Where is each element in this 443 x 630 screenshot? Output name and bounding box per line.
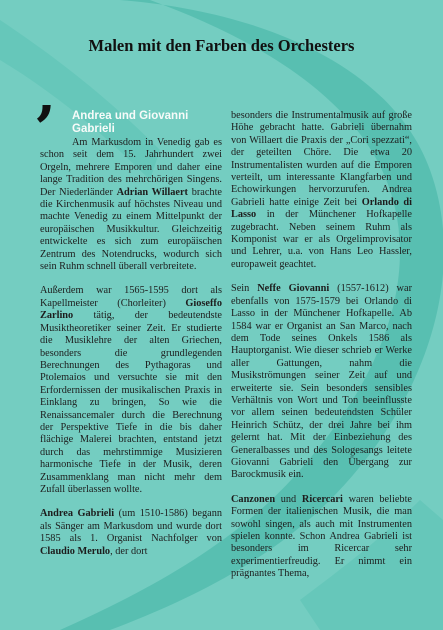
text-run: in der Münchener Hofkapelle zugebracht. Neben seinem Ruhm als Komponist war er als Orgelimprovisator und Lehrer, u.a. von Hans Leo Hassler, europaweit geachtet. (231, 209, 412, 270)
text-run: (1557-1612) war ebenfalls von 1575-1579 bei Orlando di Lasso in der Münchener Hofkapelle. Ab 1584 war er Organist an San Marco, nach dem Tode seines Onkels 1586 als Hauptorganist. Wie dieser schrieb er Werke aller Gattungen, nahm die Musikströmungen seiner Zeit auf und erweiterte sie. Sein besonders sensibles Verhältnis von Wort und Ton beeinflusste vor allem seinen bedeutendsten Schüler Heinrich Schütz, der drei Jahre bei ihm gelernt hat. Mit der Einbeziehung des Generalbasses und des Sologesangs leitete Giovanni Gabrieli den Übergang zur Barockmusik ein. (231, 283, 412, 481)
paragraph-giovanni (231, 283, 412, 482)
paragraph-andrea (40, 508, 222, 558)
text-run: besonders die Instrumentalmusik auf große Höhe gebracht hatte. Gabrieli übernahm von Willaert die Praxis der „Cori spezzati“, der geteilten Chöre. Die etwa 20 Instrumentalisten wurden auf die Emporen verteilt, um interessante Klangfarben und Echowirkungen hervorzurufen. Andrea Gabrieli hatte einige Zeit bei (231, 110, 412, 208)
text-run: Außerdem war 1565-1595 dort als Kapellmeister (Chorleiter) (40, 285, 222, 309)
text-run: brachte die Kirchenmusik auf höchstes Niveau und machte Venedig zu einem Mittelpunkt der europäischen Musikkultur. Gleichzeitig entwickelte es sich zum europäischen Zentrum des Notendrucks, wodurch sich sein Ruhm schnell überall verbreitete. (40, 186, 223, 273)
intro-block (34, 92, 222, 165)
bold-run: Andrea Gabrieli (40, 508, 115, 520)
text-run: waren beliebte Formen der italienischen Musik, die man sowohl singen, als auch mit Instrumenten spielen konnte. Schon Andrea Gabrieli ist besonders im Ricercar sehr experimentierfreudig. Er nimmt ein prägnantes Thema, (231, 493, 412, 580)
bold-run: Adrian Willaert (116, 186, 188, 198)
text-run: und (275, 493, 302, 505)
bold-run: Orlando di Lasso (231, 196, 412, 221)
right-column (231, 110, 412, 593)
bold-run: Gioseffo Zarlino (40, 297, 222, 322)
section-heading (72, 110, 222, 135)
text-run: tätig, der bedeutendste Musiktheoretiker seiner Zeit. Er studierte die Musiklehre der alten Griechen, besonders die grundlegenden Berechnungen des Pythagoras und Ptolemaios und versuchte sie mit den Erfordernissen der musikalischen Praxis in Einklang zu bringen, So wie die Renaissancemaler durch die Berechnung der Perspektive Tiefe in die bis daher flächige Malerei brachten, entstand jetzt durch das mehrstimmige Musizieren harmonische Tiefe in der Musik, deren Zusammenklang man nicht mehr dem Zufall überlassen wollte. (40, 310, 222, 495)
paragraph-intro (40, 137, 222, 273)
paragraph-cori-spezzati (231, 110, 412, 271)
text-run: (um 1510-1586) begann als Sänger am Markusdom und wurde dort 1585 als 1. Organist Nachfolger von (40, 508, 222, 545)
text-run: , der dort (110, 545, 148, 557)
section-heading-line1: Andrea und Giovanni (72, 110, 189, 122)
bold-run: Neffe Giovanni (257, 283, 330, 295)
text-run: Am Markusdom in Venedig gab es schon seit dem 15. Jahrhundert zwei Orgeln, mehrere Emporen und daher eine lange Tradition des mehrchörigen Singens. Der Niederländer (40, 137, 222, 198)
paragraph-zarlino (40, 285, 222, 496)
paragraph-canzonen (231, 494, 412, 581)
section-heading-line2: Gabrieli (72, 122, 115, 135)
decorative-comma-glyph: ’ (34, 92, 56, 165)
bold-run: Claudio Merulo (40, 545, 111, 557)
bold-run: Ricercari (301, 493, 343, 505)
text-run: Sein (231, 283, 258, 295)
bold-run: Canzonen (231, 493, 276, 505)
left-column (34, 92, 223, 570)
page-title: Malen mit den Farben des Orchesters (88, 36, 355, 55)
